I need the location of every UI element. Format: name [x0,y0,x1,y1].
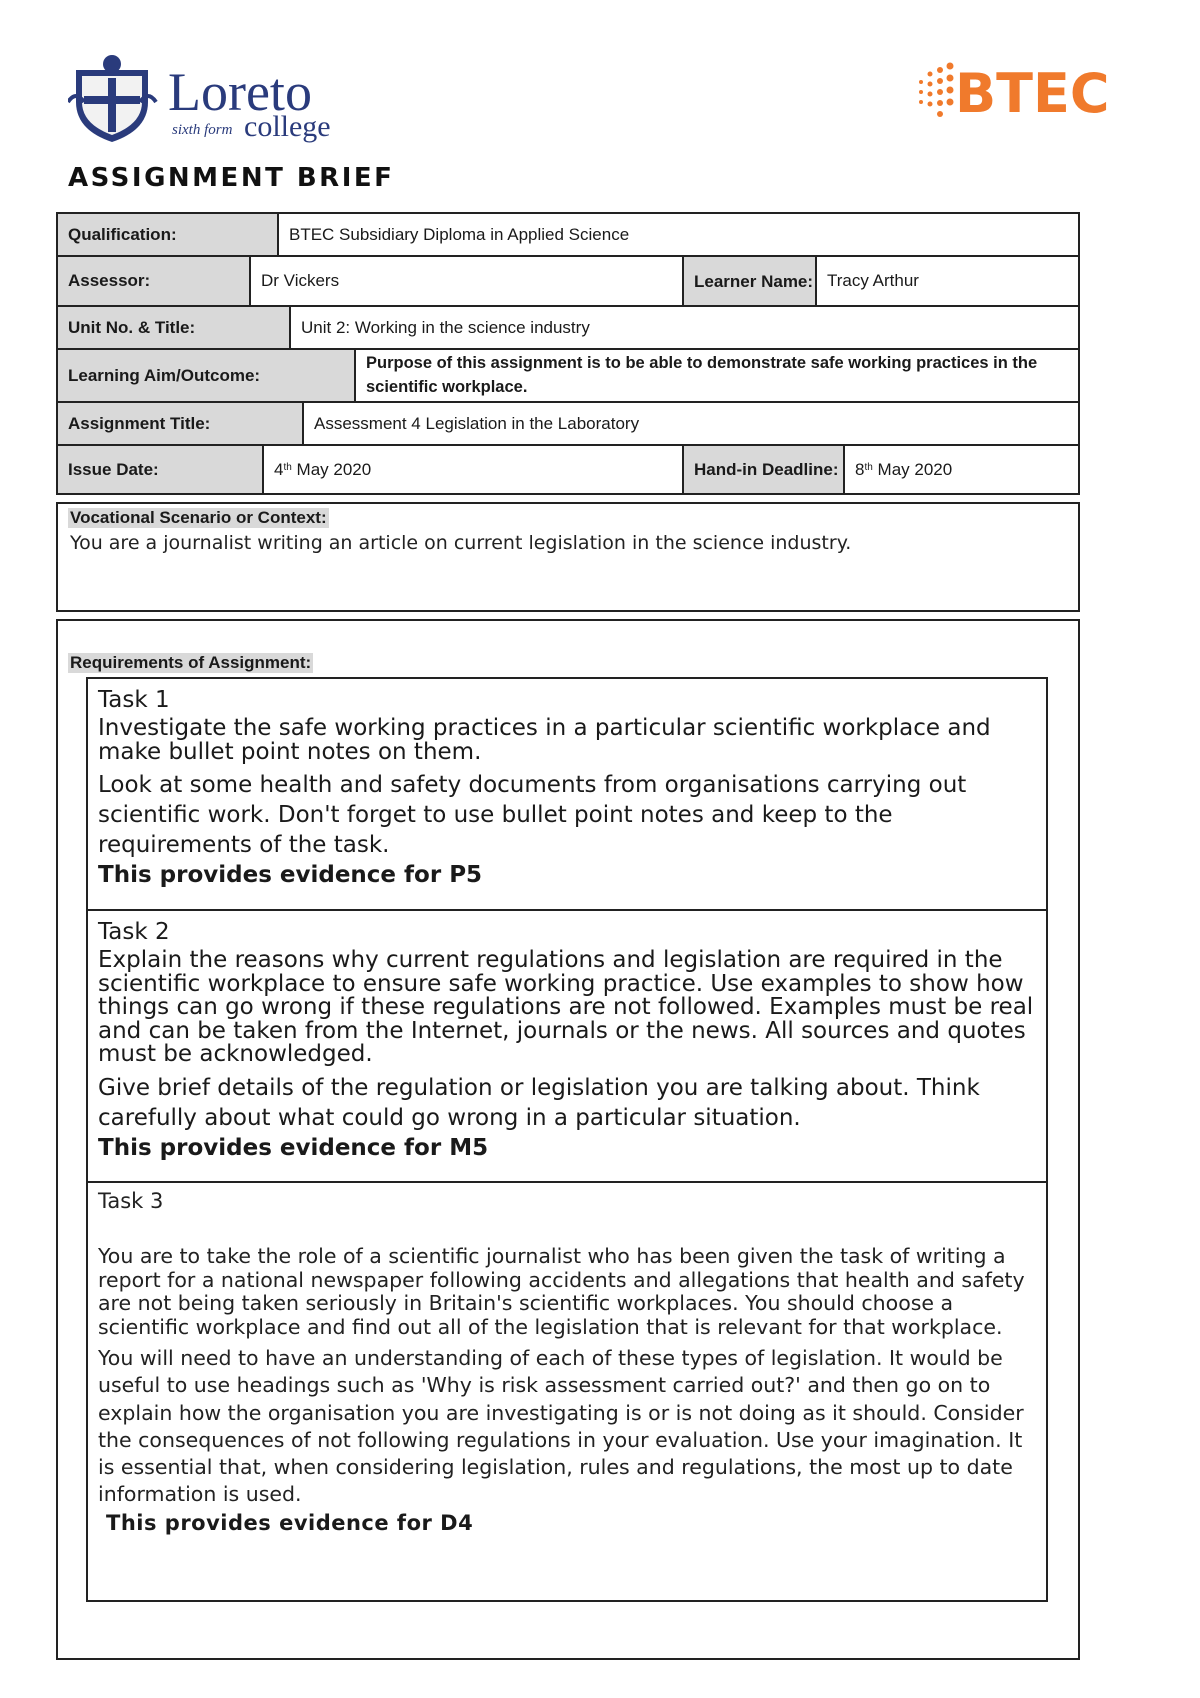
task-1-paragraph-2: Look at some health and safety documents from organisations carrying out scientific work. Don't forget to use bullet point notes and keep to the requirements of the task. [98,772,967,858]
task-3-paragraph-2: You will need to have an understanding of each of these types of legislation. It would be useful to use headings such as 'Why is risk assessment carried out?' and then go on to explain how the organisation you are investigating is or is not doing as it should. Consider the consequences of not following regulations in your evaluation. Use your imagination. It is essential that, when considering legislation, rules and regulations, the most up to date information is used. [98,1346,1024,1507]
task-1-title: Task 1 [98,687,170,713]
college-subtitle-sixth-form: sixth form [172,122,233,138]
deadline-day: 8 [855,459,865,479]
requirements-label: Requirements of Assignment: [70,653,312,672]
college-crest-icon [68,55,156,142]
task-2-paragraph-2: Give brief details of the regulation or legislation you are talking about. Think carefully about what could go wrong in a particular situation. [98,1074,980,1131]
learning-aim-row [58,350,1078,403]
qualification-label: Qualification: [58,214,277,255]
assignment-title-label: Assignment Title: [58,403,302,444]
tasks-table [86,677,1048,1602]
assignment-title-value: Assessment 4 Legislation in the Laboratory [302,403,1078,444]
deadline-suffix: th [864,462,873,473]
task-3 [88,1181,1046,1600]
qualification-row [58,214,1078,257]
assignment-info-table [56,212,1080,495]
learner-name-label: Learner Name: [682,257,815,305]
assignment-title-row [58,403,1078,446]
learning-aim-value: Purpose of this assignment is to be able to demonstrate safe working practices in the scientific workplace. [354,350,1078,401]
task-2 [88,909,1046,1181]
loreto-college-logo [68,52,348,144]
unit-value: Unit 2: Working in the science industry [289,307,1078,348]
task-2-evidence: This provides evidence for M5 [98,1134,489,1161]
hand-in-deadline-value [843,446,1078,493]
issue-date-suffix: th [283,462,292,473]
task-2-paragraph-1: Explain the reasons why current regulations and legislation are required in the scientific workplace to ensure safe working practice. Use examples to show how things can go wrong if these regulations are not followed. Examples must be real and can be taken from the Internet, journals or the news. All sources and quotes must be acknowledged. [98,947,1034,1067]
task-1 [88,679,1046,909]
requirements-box [56,619,1080,1660]
qualification-value: BTEC Subsidiary Diploma in Applied Science [277,214,1078,255]
scenario-label: Vocational Scenario or Context: [70,508,327,527]
task-3-paragraph-1: You are to take the role of a scientific journalist who has been given the task of writing a report for a national newspaper following accidents and allegations that health and safety are not being taken seriously in Britain's scientific workplaces. You should choose a scientific workplace and find out all of the legislation that is relevant for that workplace. [98,1244,1025,1339]
learning-aim-label: Learning Aim/Outcome: [58,350,354,401]
page-title: ASSIGNMENT BRIEF [68,163,395,193]
learner-name-value: Tracy Arthur [815,257,1078,305]
vocational-scenario-box [56,502,1080,612]
college-subtitle-college: college [244,110,331,143]
college-name: Loreto [168,62,312,122]
scenario-text: You are a journalist writing an article on current legislation in the science industry. [70,532,852,554]
btec-wordmark: BTEC [955,62,1110,125]
task-1-evidence: This provides evidence for P5 [98,862,483,888]
assessor-value: Dr Vickers [249,257,682,305]
issue-date-label: Issue Date: [58,446,262,493]
task-3-evidence: This provides evidence for D4 [106,1510,474,1535]
issue-date-value [262,446,682,493]
task-2-title: Task 2 [98,919,170,945]
task-1-paragraph-1: Investigate the safe working practices in a particular scientific workplace and make bullet point notes on them. [98,715,991,765]
assessor-label: Assessor: [58,257,249,305]
assessor-row [58,257,1078,307]
task-3-title: Task 3 [98,1189,164,1213]
btec-dots-icon [919,63,954,118]
btec-logo [915,52,1125,126]
unit-row [58,307,1078,350]
issue-date-day: 4 [274,459,284,479]
unit-label: Unit No. & Title: [58,307,289,348]
deadline-rest: May 2020 [872,459,953,479]
hand-in-deadline-label: Hand-in Deadline: [682,446,843,493]
dates-row [58,446,1078,493]
issue-date-rest: May 2020 [291,459,372,479]
